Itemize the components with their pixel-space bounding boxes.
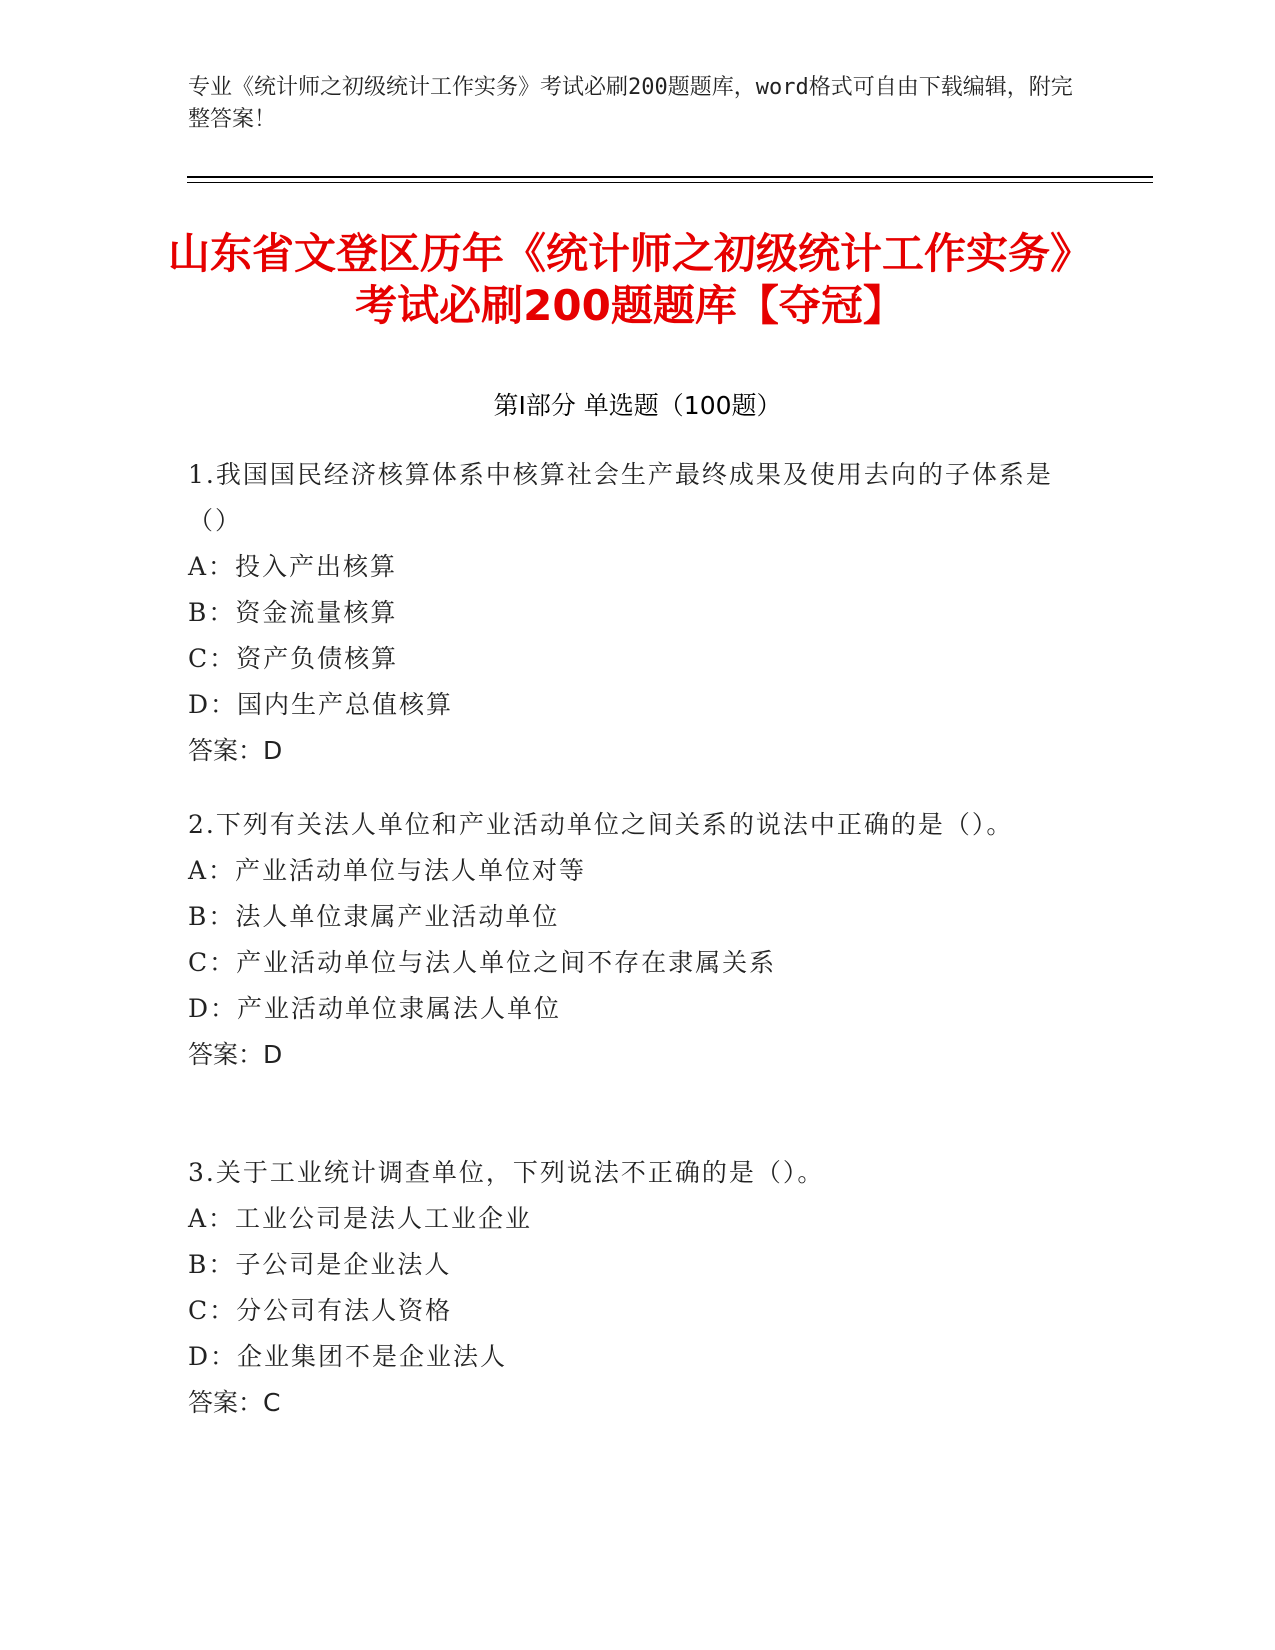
option-c: C：产业活动单位与法人单位之间不存在隶属关系: [188, 948, 777, 977]
answer: 答案：C: [188, 1388, 281, 1417]
header-divider-thick: [187, 176, 1153, 178]
question-2: [188, 802, 1068, 1078]
option-d: D：企业集团不是企业法人: [188, 1342, 508, 1371]
header-note: 专业《统计师之初级统计工作实务》考试必刷200题题库，word格式可自由下载编辑，附完整答案！: [188, 75, 1073, 132]
question-stem: 1.我国国民经济核算体系中核算社会生产最终成果及使用去向的子体系是（）: [188, 460, 1053, 535]
option-b: B：资金流量核算: [188, 598, 398, 627]
question-stem: 2.下列有关法人单位和产业活动单位之间关系的说法中正确的是（）。: [188, 810, 1014, 839]
answer: 答案：D: [188, 1040, 283, 1069]
section-heading: 第Ⅰ部分 单选题（100题）: [493, 391, 782, 420]
option-b: B：子公司是企业法人: [188, 1250, 452, 1279]
option-c: C：资产负债核算: [188, 644, 399, 673]
option-a: A：工业公司是法人工业企业: [188, 1204, 533, 1233]
question-3: [188, 1150, 1068, 1426]
document-title: 山东省文登区历年《统计师之初级统计工作实务》考试必刷200题题库【夺冠】: [167, 229, 1092, 330]
answer: 答案：D: [188, 736, 283, 765]
option-a: A：产业活动单位与法人单位对等: [188, 856, 587, 885]
option-d: D：产业活动单位隶属法人单位: [188, 994, 562, 1023]
option-b: B：法人单位隶属产业活动单位: [188, 902, 560, 931]
header-divider-thin: [187, 182, 1153, 183]
question-1: [188, 452, 1068, 774]
option-d: D：国内生产总值核算: [188, 690, 454, 719]
option-c: C：分公司有法人资格: [188, 1296, 453, 1325]
question-stem: 3.关于工业统计调查单位，下列说法不正确的是（）。: [188, 1158, 825, 1187]
option-a: A：投入产出核算: [188, 552, 398, 581]
